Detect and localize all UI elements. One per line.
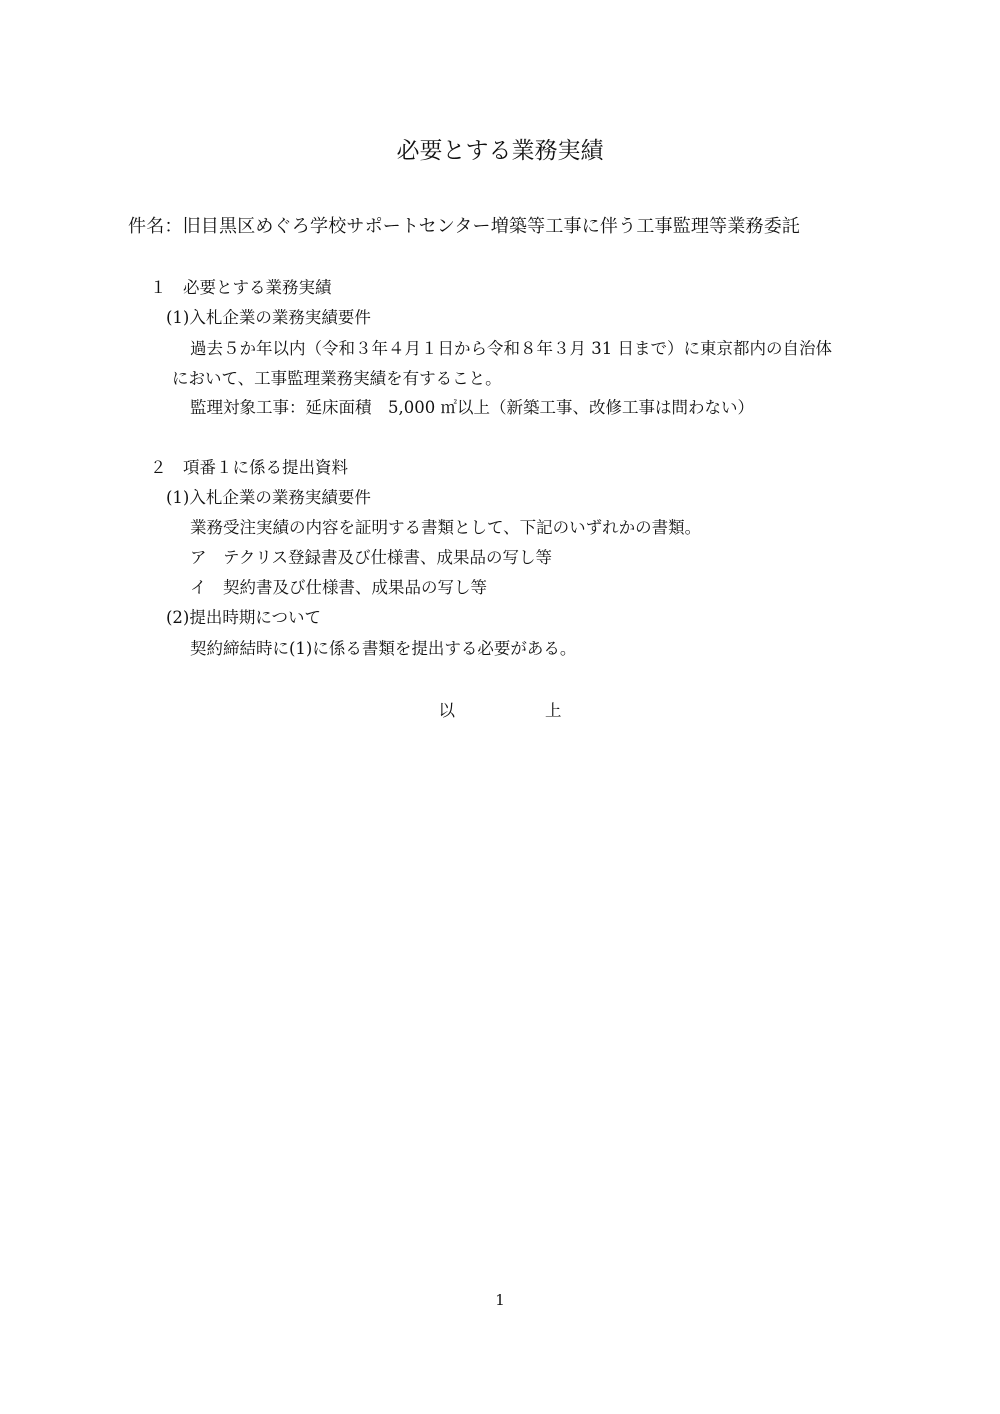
- page-title: 必要とする業務実績: [396, 138, 604, 164]
- section-2-title: 項番１に係る提出資料: [183, 458, 348, 477]
- section-2-option-a: ア テクリス登録書及び仕様書、成果品の写し等: [190, 548, 553, 567]
- section-1-title: 必要とする業務実績: [183, 278, 332, 297]
- section-2-item-2: (2)提出時期について: [166, 608, 322, 627]
- section-1-item-1: (1)入札企業の業務実績要件: [166, 308, 371, 327]
- page-number: 1: [495, 1291, 505, 1309]
- section-2-item-1-description: 業務受注実績の内容を証明する書類として、下記のいずれかの書類。: [190, 518, 702, 537]
- closing-mark: [0, 703, 1000, 720]
- closing-right: 上: [545, 701, 562, 720]
- section-1-heading: [150, 280, 332, 297]
- section-2-item-1: (1)入札企業の業務実績要件: [166, 488, 371, 507]
- section-1-number: １: [150, 278, 167, 297]
- subject-line: 件名：旧目黒区めぐろ学校サポートセンター増築等工事に伴う工事監理等業務委託: [128, 216, 801, 237]
- section-2-number: ２: [150, 458, 167, 477]
- section-2-heading: [150, 460, 348, 477]
- section-2-item-2-description: 契約締結時に(1)に係る書類を提出する必要がある。: [190, 639, 577, 658]
- closing-left: 以: [438, 701, 455, 720]
- section-1-paragraph-line-1: 過去５か年以内（令和３年４月１日から令和８年３月 31 日まで）に東京都内の自治体: [190, 339, 832, 358]
- section-1-paragraph-line-2: において、工事監理業務実績を有すること。: [172, 369, 502, 388]
- section-1-scope-line: 監理対象工事：延床面積 5,000 ㎡以上（新築工事、改修工事は問わない）: [190, 398, 754, 417]
- section-2-option-i: イ 契約書及び仕様書、成果品の写し等: [190, 578, 487, 597]
